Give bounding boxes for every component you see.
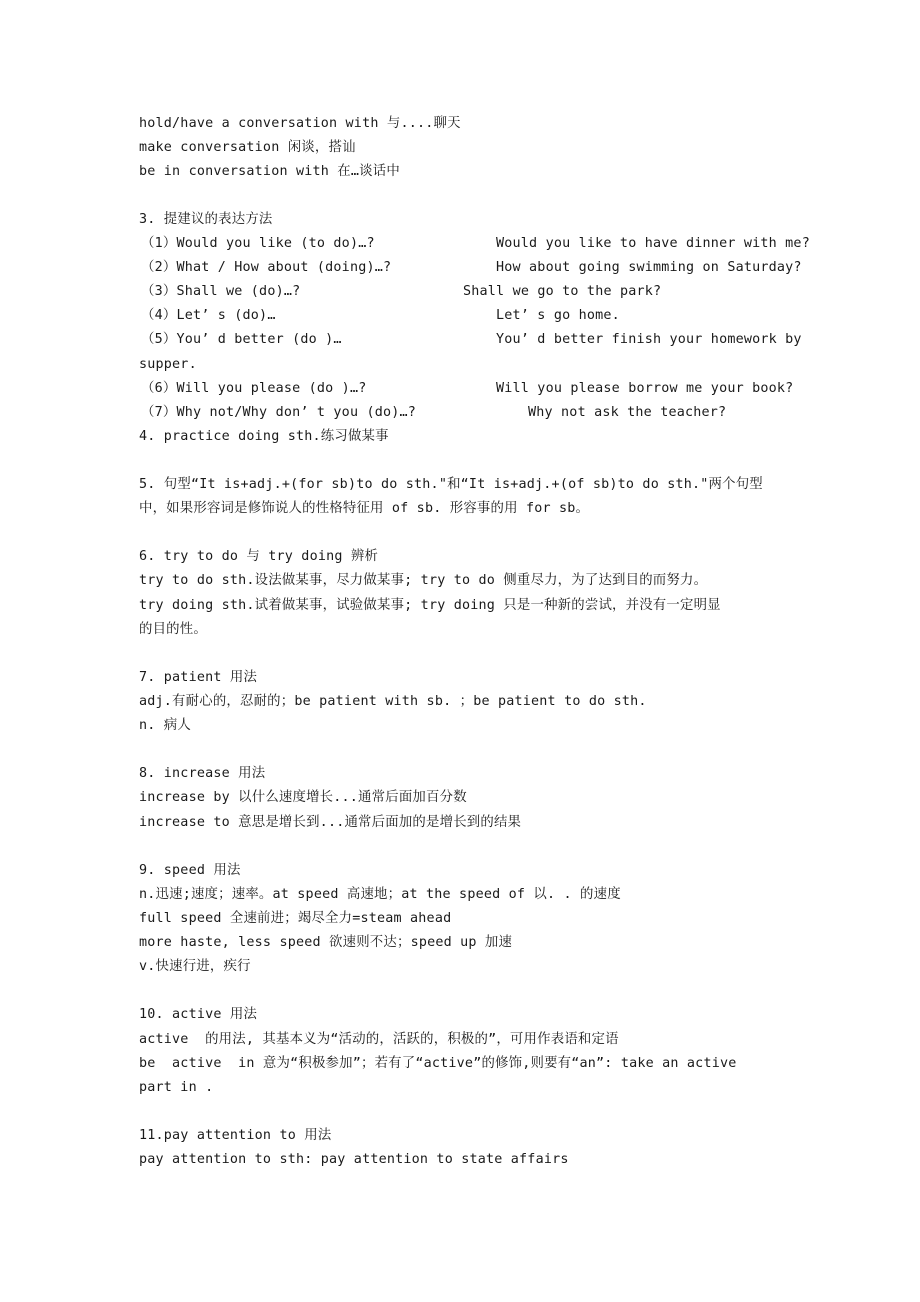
pattern-example: Will you please borrow me your book? — [496, 381, 794, 396]
pattern-item: （4）Let’ s (do)… — [141, 308, 276, 323]
section-text: active 的用法, 其基本义为“活动的，活跃的，积极的”，可用作表语和定语 — [139, 1032, 619, 1047]
section-text: 的目的性。 — [139, 622, 207, 637]
pattern-continuation: supper. — [139, 357, 197, 372]
section-text: 中，如果形容词是修饰说人的性格特征用 of sb. 形容事的用 for sb。 — [139, 501, 590, 516]
pattern-item: （3）Shall we (do)…? — [141, 284, 301, 299]
pattern-item: （2）What / How about (doing)…? — [141, 260, 392, 275]
pattern-item: （7）Why not/Why don’ t you (do)…? — [141, 405, 417, 420]
section-heading: 8. increase 用法 — [139, 766, 266, 781]
pattern-example: Let’ s go home. — [496, 308, 620, 323]
intro-line: make conversation 闲谈，搭讪 — [139, 140, 356, 155]
section-text: n.迅速;速度；速率。at speed 高速地；at the speed of 以. . 的速度 — [139, 887, 621, 902]
section-text: adj.有耐心的，忍耐的；be patient with sb. ；be patient to do sth. — [139, 694, 647, 709]
section-text: try to do sth.设法做某事，尽力做某事; try to do 侧重尽力，为了达到目的而努力。 — [139, 573, 708, 588]
pattern-item: （6）Will you please (do )…? — [141, 381, 367, 396]
section-text: part in . — [139, 1080, 214, 1095]
pattern-example: Would you like to have dinner with me? — [496, 236, 810, 251]
section-text: full speed 全速前进；竭尽全力=steam ahead — [139, 911, 452, 926]
pattern-example: Shall we go to the park? — [463, 284, 662, 299]
intro-line: be in conversation with 在…谈话中 — [139, 164, 400, 179]
pattern-item: （5）You’ d better (do )… — [141, 332, 342, 347]
section-text: more haste, less speed 欲速则不达；speed up 加速 — [139, 935, 513, 950]
section-heading: 3. 提建议的表达方法 — [139, 212, 273, 227]
section-text: 5. 句型“It is+adj.+(for sb)to do sth."和“It is+adj.+(of sb)to do sth."两个句型 — [139, 477, 763, 492]
section-heading: 7. patient 用法 — [139, 670, 258, 685]
section-text: v.快速行进，疾行 — [139, 959, 251, 974]
section-text: increase by 以什么速度增长...通常后面加百分数 — [139, 790, 467, 805]
section-heading: 6. try to do 与 try doing 辨析 — [139, 549, 379, 564]
section-text: increase to 意思是增长到...通常后面加的是增长到的结果 — [139, 815, 522, 830]
section-text: be active in 意为“积极参加”；若有了“active”的修饰,则要有“an”: take an active — [139, 1056, 737, 1071]
section-heading: 10. active 用法 — [139, 1007, 258, 1022]
pattern-example: How about going swimming on Saturday? — [496, 260, 802, 275]
intro-line: hold/have a conversation with 与....聊天 — [139, 116, 461, 131]
section-heading: 9. speed 用法 — [139, 863, 241, 878]
section-text: n. 病人 — [139, 718, 191, 733]
pattern-example: You’ d better finish your homework by — [496, 332, 802, 347]
section-text: try doing sth.试着做某事，试验做某事; try doing 只是一种新的尝试，并没有一定明显 — [139, 598, 721, 613]
pattern-item: （1）Would you like (to do)…? — [141, 236, 375, 251]
section-text: pay attention to sth: pay attention to state affairs — [139, 1152, 569, 1167]
section-heading: 11.pay attention to 用法 — [139, 1128, 332, 1143]
section-heading: 4. practice doing sth.练习做某事 — [139, 429, 389, 444]
pattern-example: Why not ask the teacher? — [528, 405, 727, 420]
